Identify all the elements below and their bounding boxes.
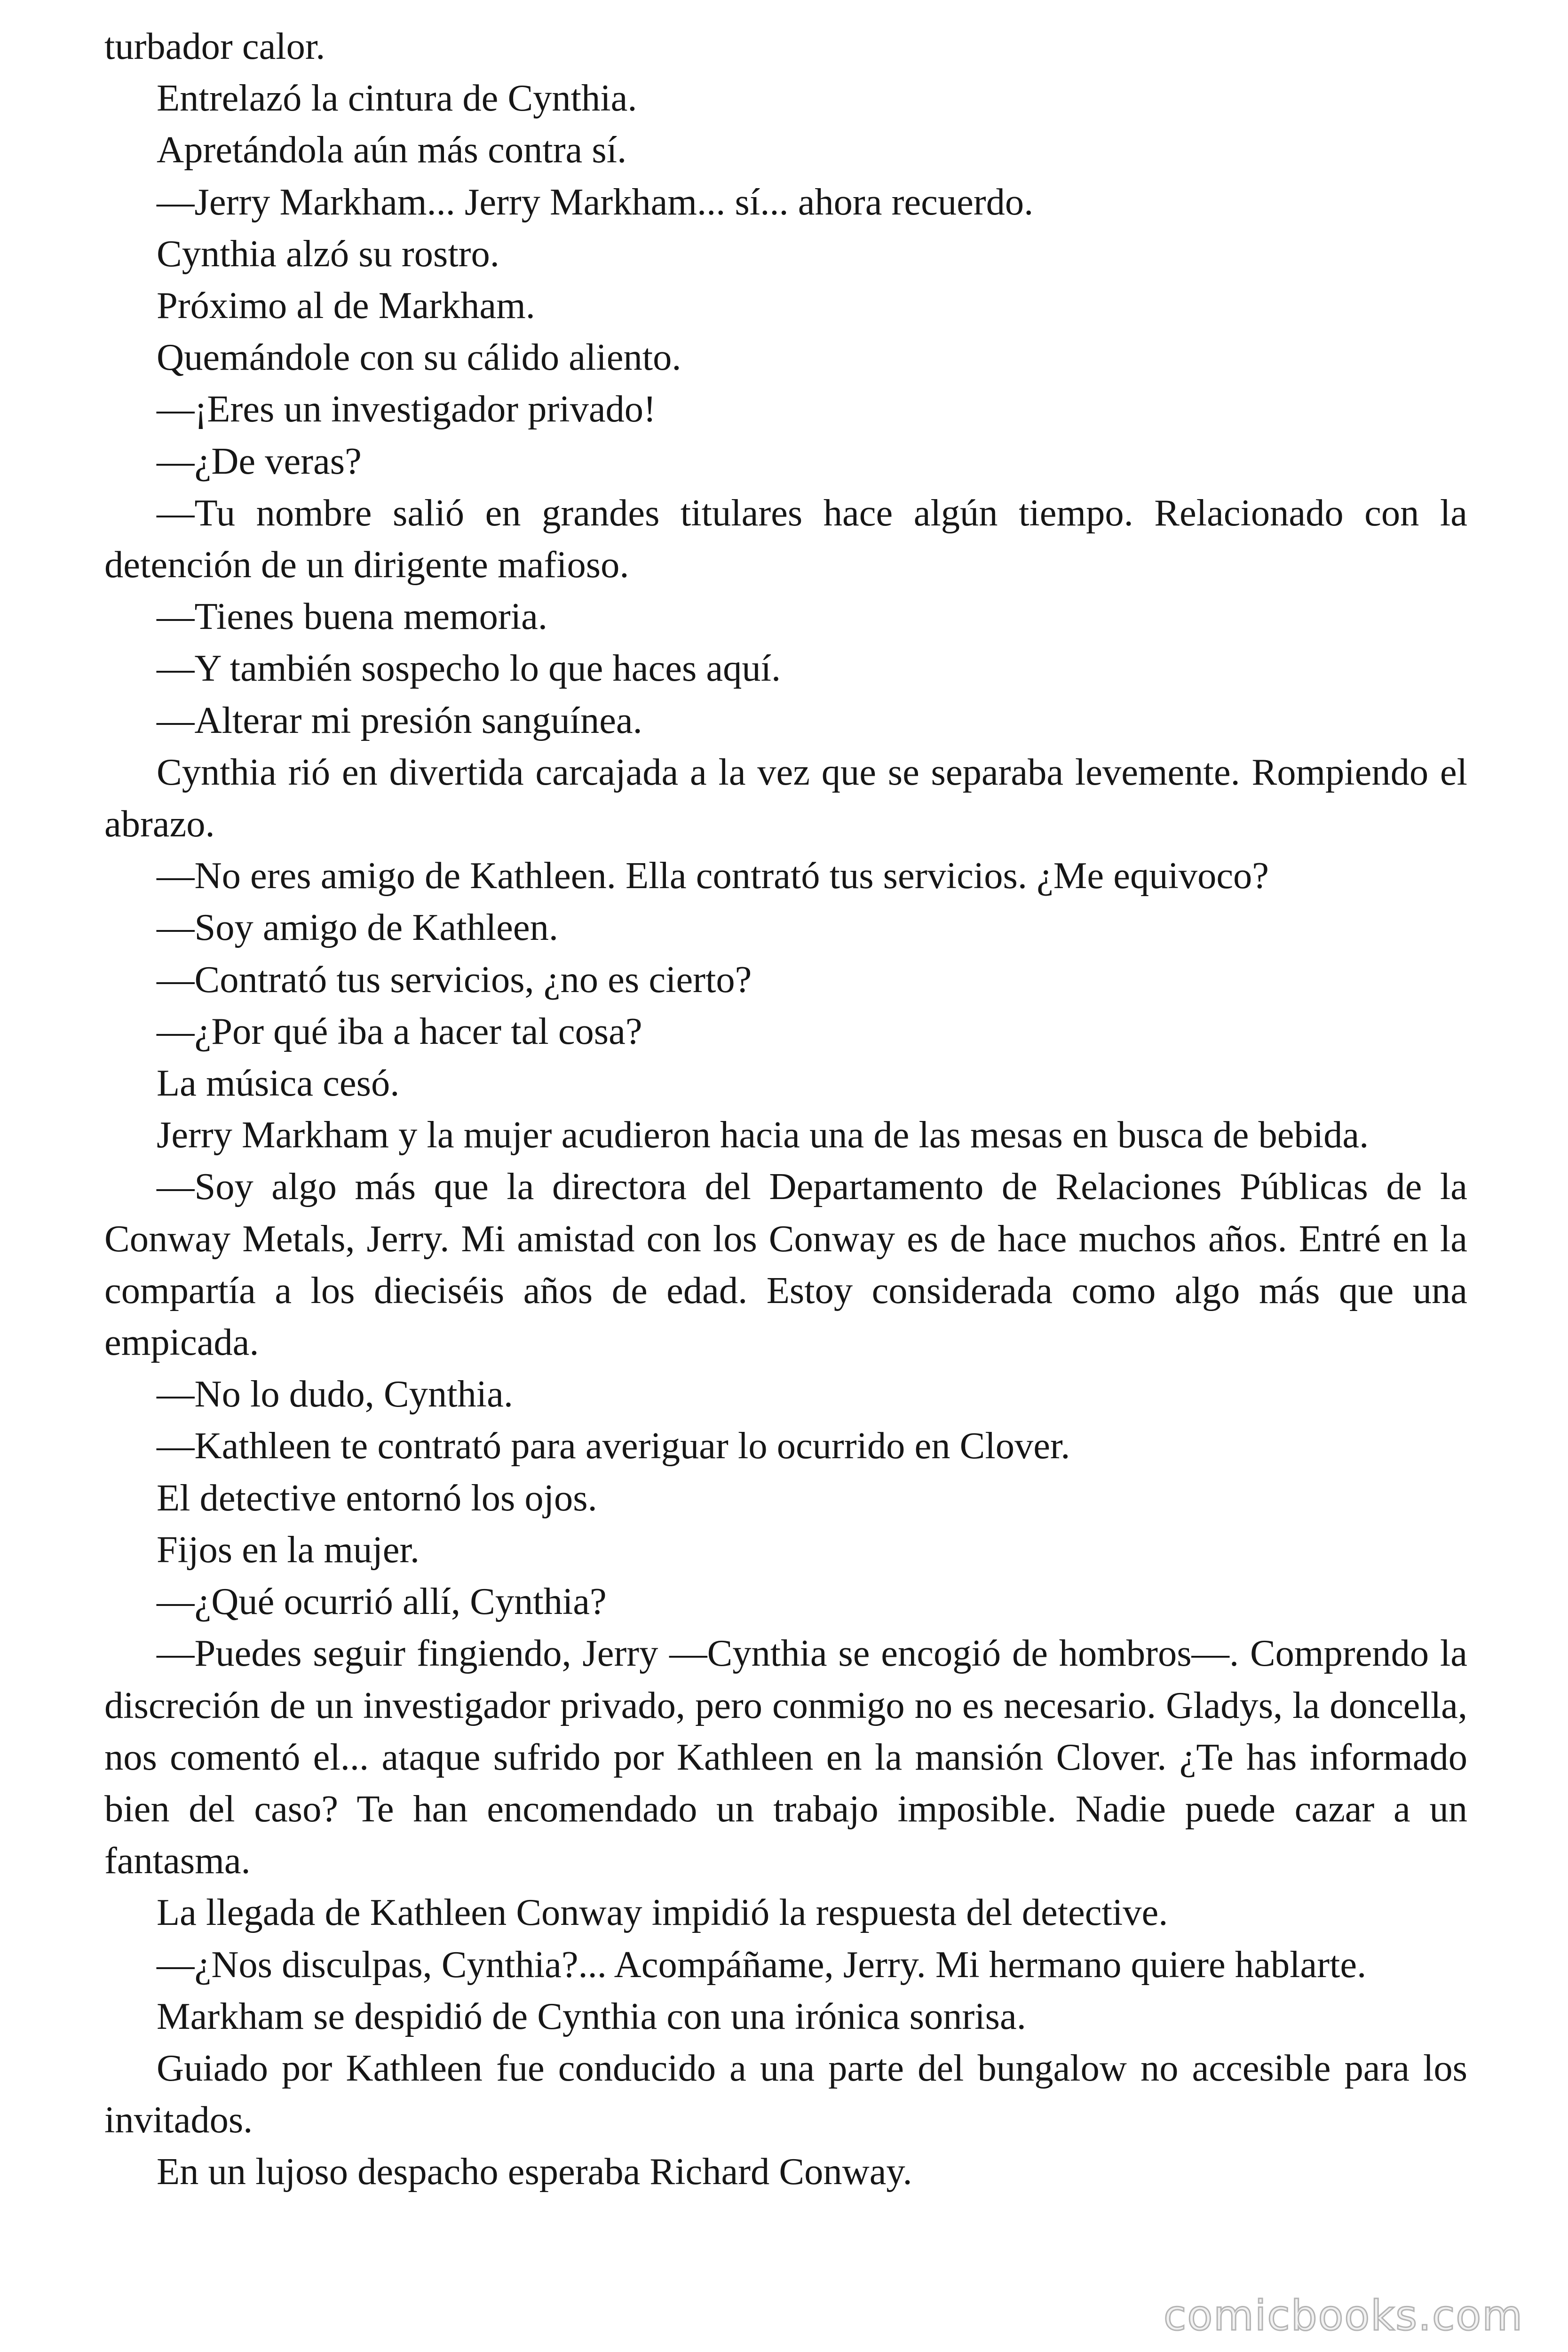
paragraph: turbador calor. — [104, 25, 325, 67]
paragraph: En un lujoso despacho esperaba Richard Conway. — [157, 2151, 912, 2193]
paragraph: Entrelazó la cintura de Cynthia. — [157, 77, 637, 119]
paragraph: Cynthia rió en divertida carcajada a la vez que se separaba levemente. Rompiendo el abrazo. — [104, 751, 1467, 845]
paragraph: Guiado por Kathleen fue conducido a una parte del bungalow no accesible para los invitados. — [104, 2047, 1467, 2141]
paragraph: Apretándola aún más contra sí. — [157, 129, 627, 171]
paragraph: —No eres amigo de Kathleen. Ella contrató tus servicios. ¿Me equivoco? — [157, 855, 1269, 897]
paragraph: —Tu nombre salió en grandes titulares hace algún tiempo. Relacionado con la detención de un dirigente mafioso. — [104, 492, 1467, 586]
paragraph: —Soy algo más que la directora del Departamento de Relaciones Públicas de la Conway Metals, Jerry. Mi amistad con los Conway es de hace muchos años. Entré en la compartía a los dieciséis años de edad. Estoy considerada como algo más que una empicada. — [104, 1166, 1467, 1364]
paragraph: —¿De veras? — [157, 440, 362, 482]
paragraph: Próximo al de Markham. — [157, 285, 535, 327]
paragraph: Fijos en la mujer. — [157, 1528, 420, 1571]
paragraph: Quemándole con su cálido aliento. — [157, 336, 681, 379]
paragraph: Jerry Markham y la mujer acudieron hacia una de las mesas en busca de bebida. — [157, 1114, 1369, 1156]
paragraph: El detective entornó los ojos. — [157, 1477, 597, 1519]
paragraph: —¿Nos disculpas, Cynthia?... Acompáñame, Jerry. Mi hermano quiere hablarte. — [157, 1943, 1367, 1986]
paragraph: —Soy amigo de Kathleen. — [157, 906, 559, 949]
paragraph: —Y también sospecho lo que haces aquí. — [157, 647, 781, 690]
paragraph: —Jerry Markham... Jerry Markham... sí... ahora recuerdo. — [157, 181, 1034, 223]
paragraph: La llegada de Kathleen Conway impidió la respuesta del detective. — [157, 1891, 1168, 1934]
paragraph: —¡Eres un investigador privado! — [157, 388, 656, 430]
paragraph: —Alterar mi presión sanguínea. — [157, 699, 642, 741]
page-text — [104, 21, 1467, 2198]
paragraph: —No lo dudo, Cynthia. — [157, 1373, 514, 1415]
paragraph: —Kathleen te contrató para averiguar lo ocurrido en Clover. — [157, 1425, 1070, 1467]
paragraph: Cynthia alzó su rostro. — [157, 232, 499, 275]
watermark: comicbooks.com — [1163, 2291, 1523, 2340]
paragraph: La música cesó. — [157, 1062, 400, 1104]
paragraph: —¿Por qué iba a hacer tal cosa? — [157, 1010, 642, 1052]
paragraph: —¿Qué ocurrió allí, Cynthia? — [157, 1581, 607, 1623]
paragraph: Markham se despidió de Cynthia con una irónica sonrisa. — [157, 1995, 1026, 2037]
paragraph: —Contrató tus servicios, ¿no es cierto? — [157, 958, 752, 1001]
paragraph: —Tienes buena memoria. — [157, 596, 547, 638]
paragraph: —Puedes seguir fingiendo, Jerry —Cynthia se encogió de hombros—. Comprendo la discreción de un investigador privado, pero conmigo no es necesario. Gladys, la doncella, nos comentó el... ataque sufrido por Kathleen en la mansión Clover. ¿Te has informado bien del caso? Te han encomendado un trabajo imposible. Nadie puede cazar a un fantasma. — [104, 1632, 1467, 1882]
